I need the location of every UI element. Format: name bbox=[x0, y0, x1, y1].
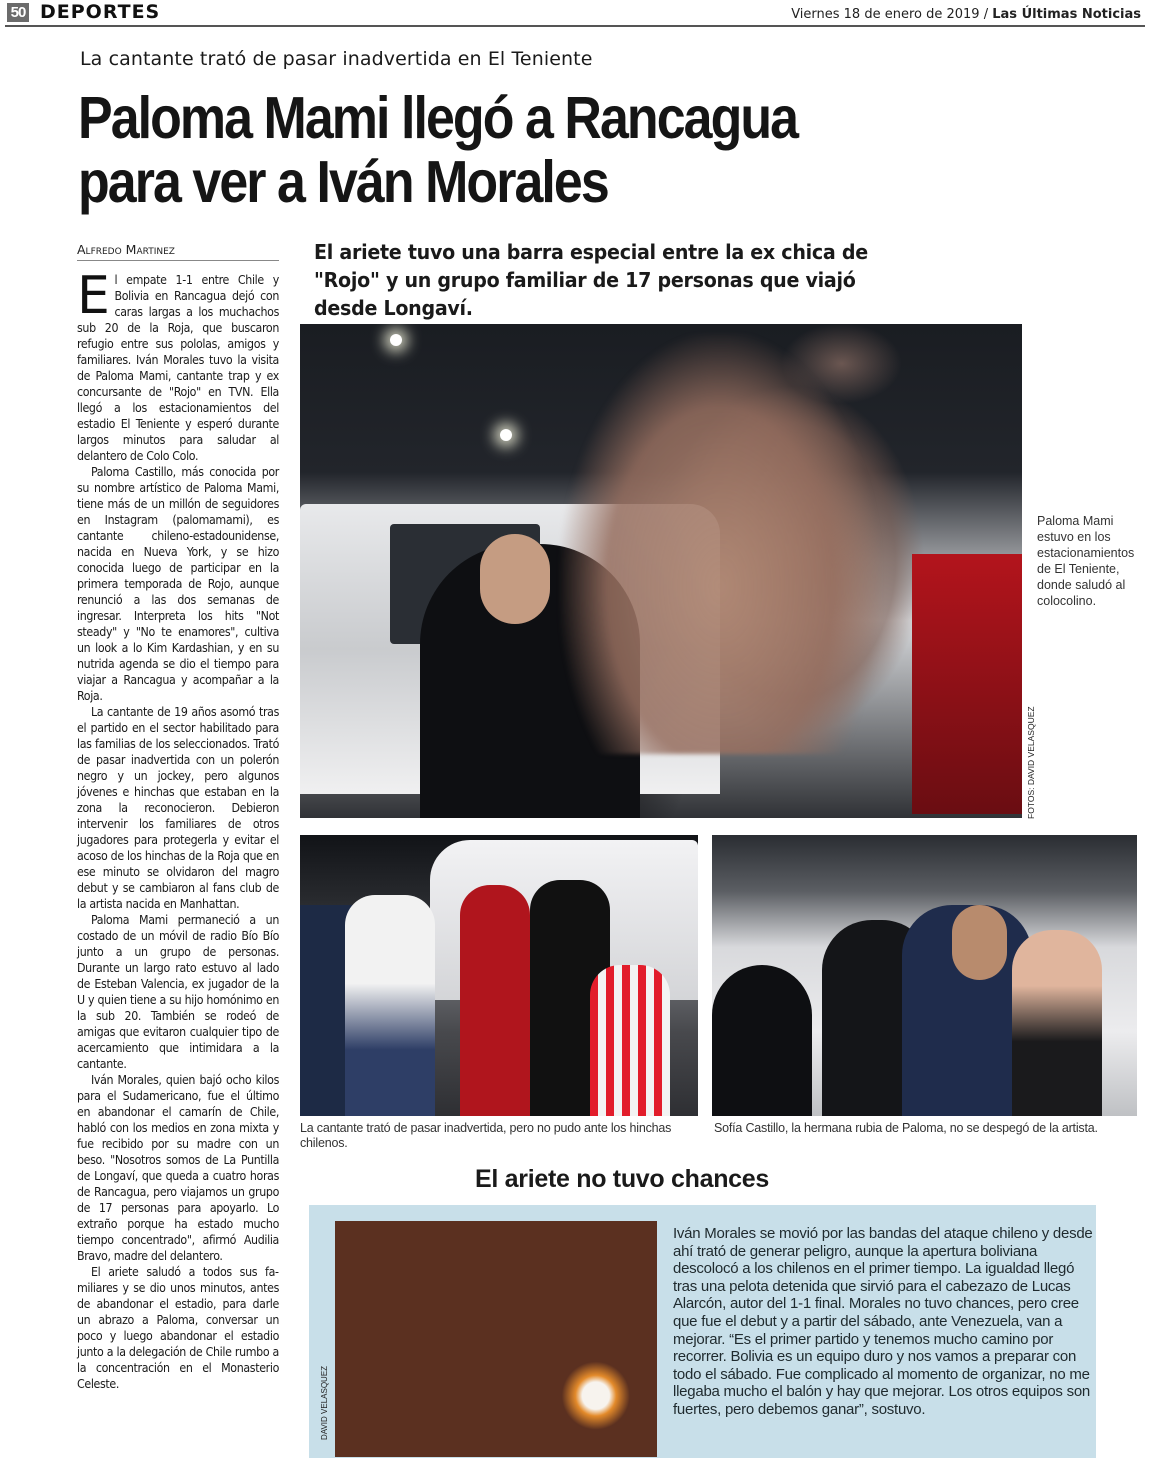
main-photo-caption: Paloma Mami estuvo en los estacionamientos de El Teniente, donde saludó al colocolino. bbox=[1037, 514, 1135, 608]
header-rule bbox=[5, 25, 1145, 27]
player-photo-credit: DAVID VELASQUEZ bbox=[320, 1365, 329, 1441]
paragraph: Paloma Castillo, más conocida por su nombre artístico de Paloma Mami, tiene más de un millón de seguidores en Instagram (palomamami), es cantante chileno-estadounidense, nacida en Nueva York, y se hizo conocida luego de participar en la primera temporada de Rojo, aunque renunció a las dos semanas de ingresar. Interpreta los hits "Not steady" y "No te enamores", cultiva un look a lo Kim Kardashian, y en su nutrida agenda se dio el tiempo para viajar a Rancagua y acompañar a la Roja. bbox=[77, 465, 279, 703]
player-photo bbox=[335, 1221, 657, 1457]
paragraph: El empate 1-1 entre Chile y Bolivia en Rancagua dejó con caras largas a los muchachos sub 20 de la Roja, que buscaron refugio entre sus pololas, amigos y familiares. Iván Morales tuvo la visita de Paloma Mami, cantante trap y ex concursante de "Rojo" en TVN. Ella llegó a los estacionamientos del estadio El Teniente y esperó durante largos minutos para saludar al delantero de Colo Colo. bbox=[77, 266, 279, 463]
paragraph: Iván Morales, quien bajó ocho kilos para el Sudamericano, fue el último en abandonar el camarín de Chile, habló con los medios en zona mixta y fue recibido por su madre con un beso. "Nosotros somos de La Puntilla de Longaví, que queda a cuatro horas de Rancagua, pero viajamos un grupo de 17 personas para apoyarlo. Lo extraño porque ha estado mucho tiempo concentrado", afirmó Audilia Bravo, madre del delantero. bbox=[77, 1073, 279, 1263]
sidebar-text: Iván Morales se movió por las bandas del ataque chileno y desde ahí trató de generar peligro, aunque la apertura boliviana descolocó a los chilenos en el primer tiempo. La igualdad llegó tras una pelota detenida que sirvió para el cabezazo de Lucas Alarcón, autor del 1-1 final. Morales no tuvo chances, pero cree que fue el debut y a partir del sábado, ante Venezuela, van a mejorar. “Es el primer partido y tenemos mucho camino por recorrer. Bolivia es un equipo duro y nos vamos a preparar con todo el sábado. Fue complicado al momento de organizar, no me llegaba mucho el balón y hay que mejorar. Los otros equipos son fuertes, pero debemos ganar”, sostuvo. bbox=[673, 1225, 1093, 1418]
byline: Alfredo Martinez bbox=[77, 243, 279, 261]
article-body bbox=[77, 266, 279, 1392]
publication-name: Las Últimas Noticias bbox=[992, 7, 1141, 22]
dateline bbox=[791, 7, 1141, 23]
article-headline: Paloma Mami llegó a Rancagua para ver a Iván Morales bbox=[78, 85, 798, 215]
fans-photo bbox=[300, 835, 698, 1116]
article-kicker: La cantante trató de pasar inadvertida en El Teniente bbox=[80, 48, 593, 70]
paragraph: La cantante de 19 años asomó tras el partido en el sector habilitado para las familias de los seleccionados. Trató de pasar inadvertida con un polerón negro y un jockey, pero algunos jóvenes e hinchas que estaban en la zona la reconocieron. Debieron intervenir los familiares de otros jugadores para protegerla y evitar el acoso de los hinchas de la Roja que en ese minuto se olvidaron del magro debut y se cambiaron al fans club de la artista nacida en Manhattan. bbox=[77, 705, 279, 911]
issue-date: Viernes 18 de enero de 2019 bbox=[791, 7, 980, 22]
article-deck: El ariete tuvo una barra especial entre la ex chica de "Rojo" y un grupo familiar de 17 personas que viajó desde Longaví. bbox=[314, 240, 868, 320]
sister-photo-caption: Sofía Castillo, la hermana rubia de Paloma, no se despegó de la artista. bbox=[714, 1121, 1098, 1135]
main-photo bbox=[300, 324, 1022, 818]
page-number: 50 bbox=[7, 3, 29, 22]
sister-photo bbox=[712, 835, 1137, 1116]
paragraph: El ariete saludó a todos sus familiares y se dio unos minutos, antes de abandonar el estadio, para darle un abrazo a Paloma, conversar un poco y luego abandonar el estadio junto a la delegación de Chile rumbo a la concentración en el Monasterio Celeste. bbox=[77, 1265, 279, 1391]
fans-photo-caption: La cantante trató de pasar inadvertida, pero no pudo ante los hinchas chilenos. bbox=[300, 1121, 672, 1150]
section-name: DEPORTES bbox=[40, 1, 161, 23]
drop-cap: E bbox=[77, 266, 110, 326]
paragraph: Paloma Mami permaneció a un costado de un móvil de radio Bío Bío junto a un grupo de personas. Durante un largo rato estuvo al lado de Esteban Valencia, ex jugador de la U y quien tiene a su hijo homónimo en la sub 20. También se rodeó de amigas que evitaron cualquier tipo de acercamiento que intimidara a la cantante. bbox=[77, 913, 279, 1071]
photo-credit: FOTOS: DAVID VELASQUEZ bbox=[1026, 706, 1036, 819]
dateline-separator: / bbox=[983, 7, 989, 22]
sidebar-title: El ariete no tuvo chances bbox=[475, 1165, 769, 1193]
